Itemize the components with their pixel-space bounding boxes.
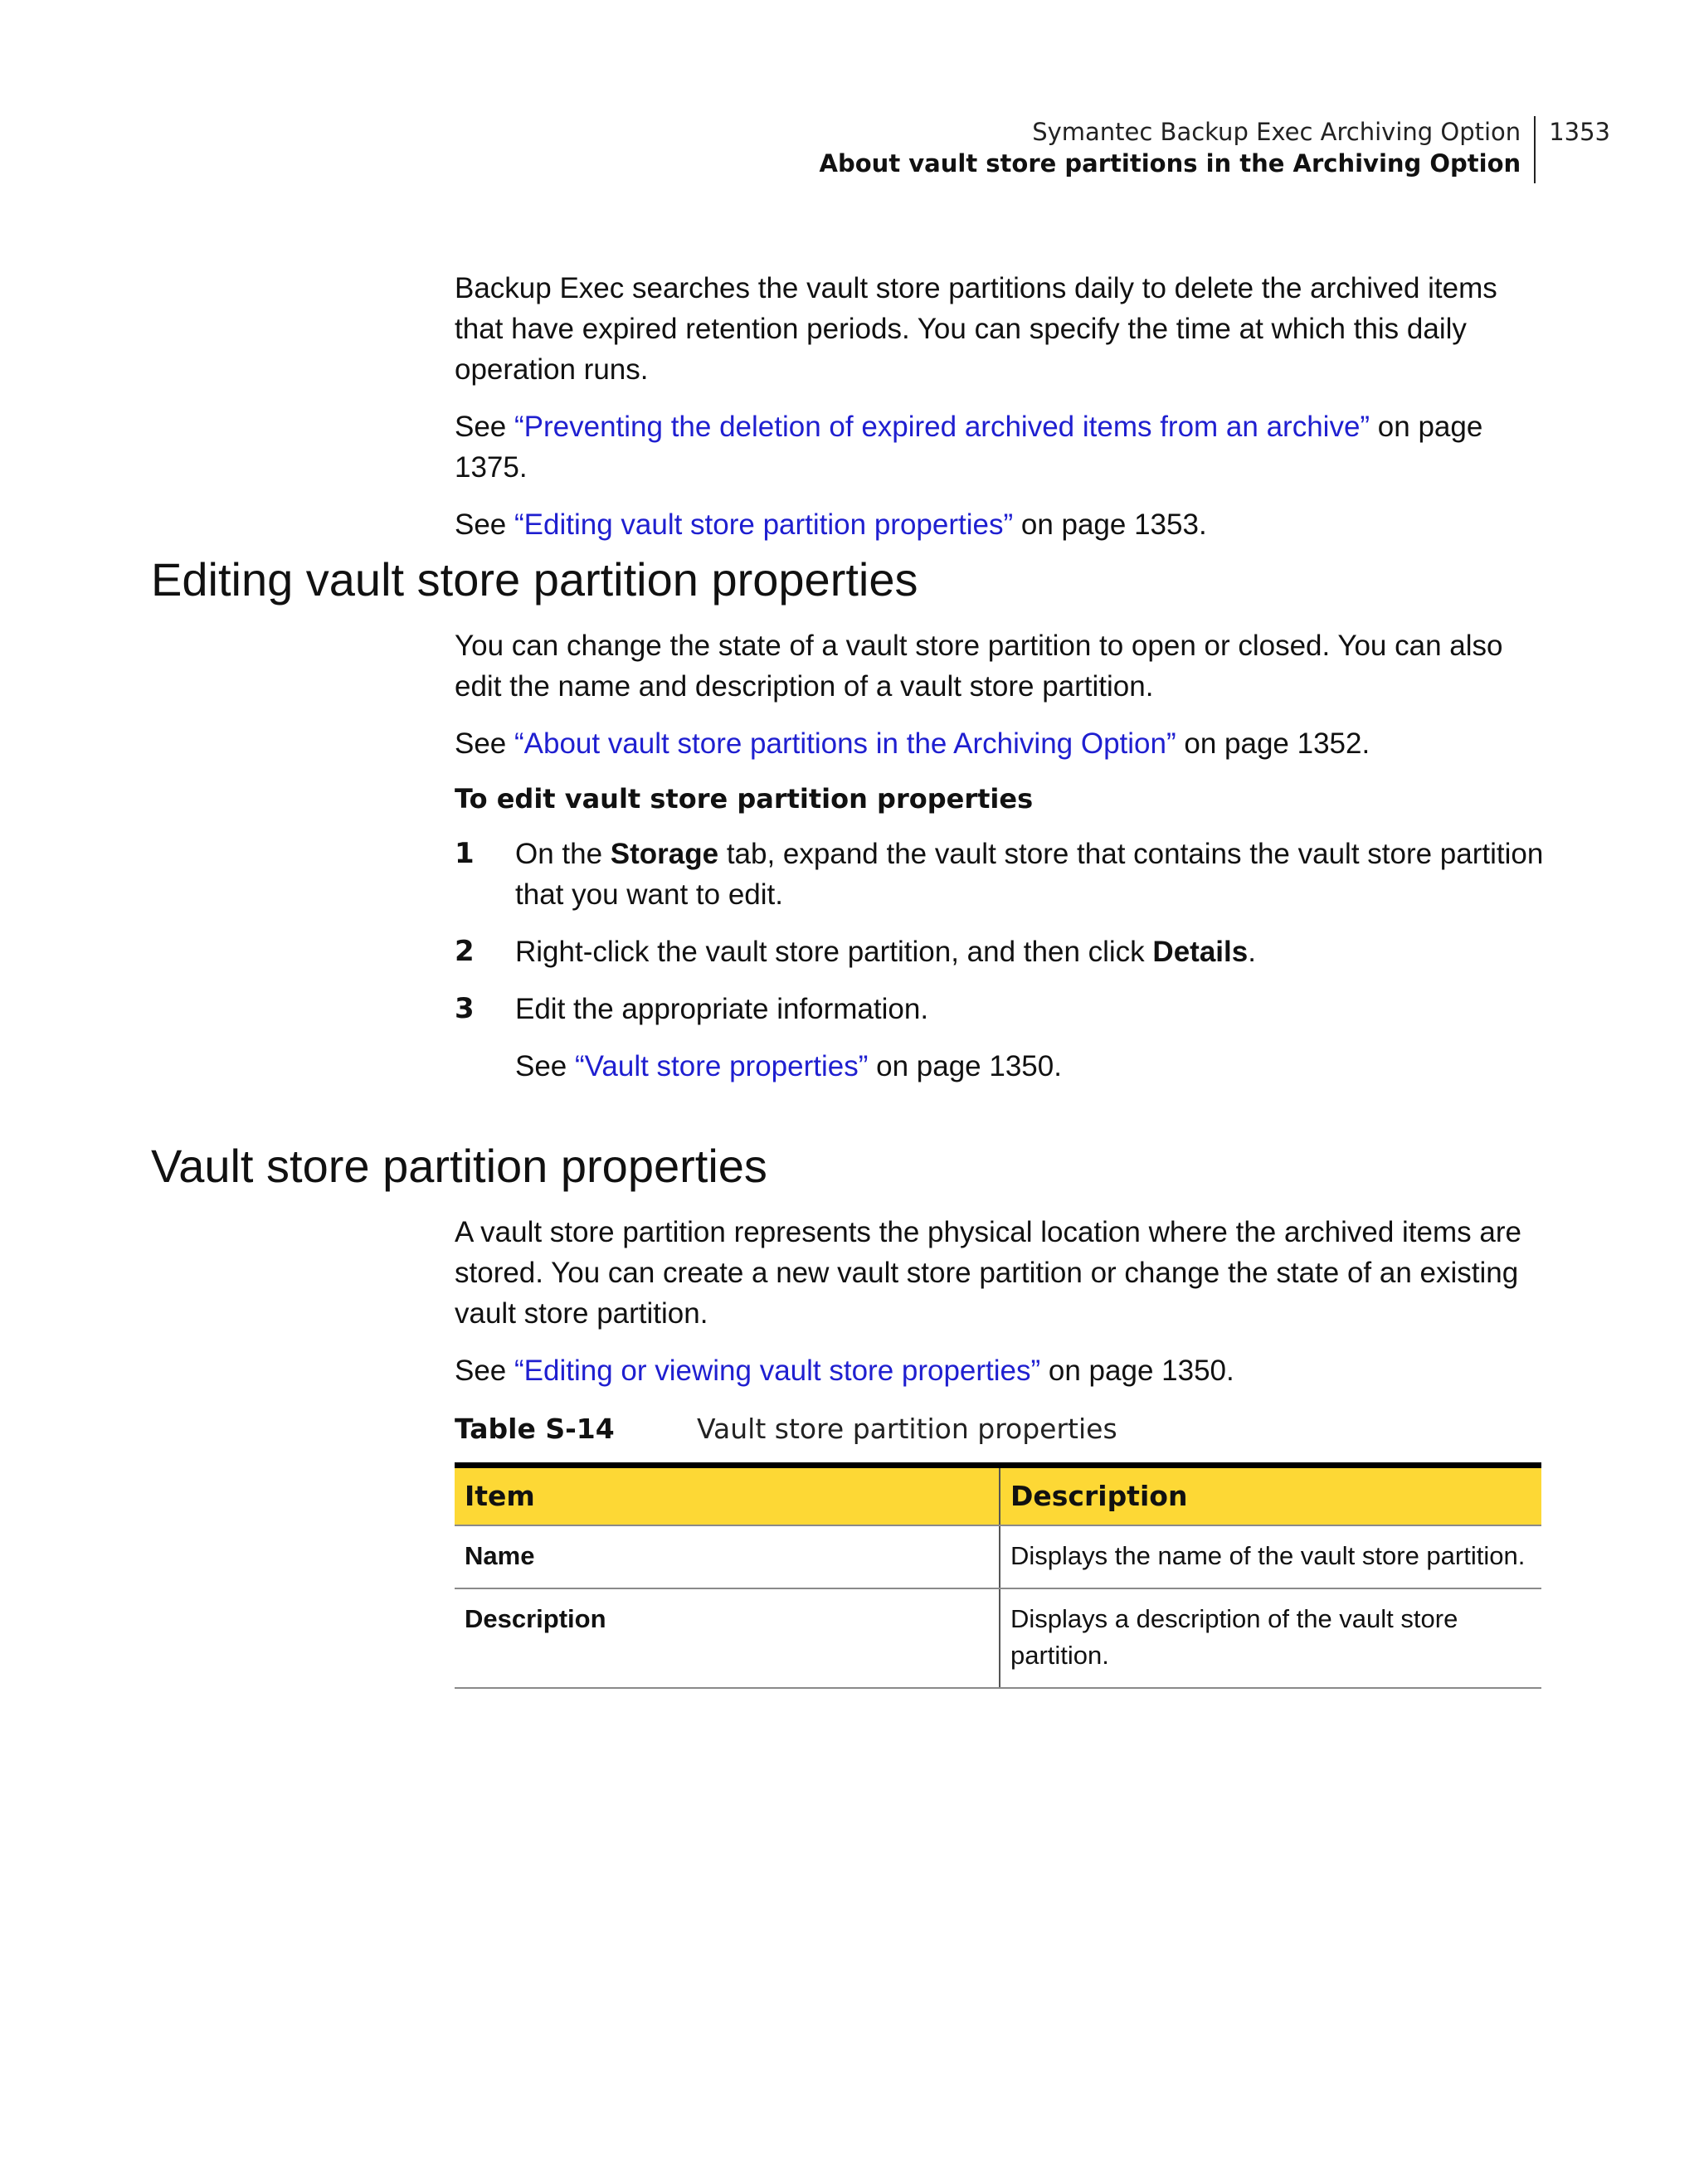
cross-reference-link[interactable]: “Editing or viewing vault store properties” [514,1355,1041,1387]
cross-reference-link[interactable]: “Vault store properties” [575,1050,869,1082]
table-caption [455,1411,1550,1447]
section-heading: Vault store partition properties [151,1140,767,1192]
see-suffix: on page 1352. [1176,727,1370,760]
cross-reference-link[interactable]: “About vault store partitions in the Archiving Option” [514,727,1176,760]
intro-block [455,268,1550,562]
see-reference [455,1350,1550,1391]
table-cell-item: Description [455,1588,1000,1688]
see-suffix: on page 1350. [1040,1355,1234,1387]
table-label: Table S-14 [455,1413,615,1445]
step-text-part: tab, expand the vault store that contains the vault store partition that you want to edit. [515,838,1544,911]
section-heading: Editing vault store partition properties [151,553,918,606]
see-prefix: See [455,727,514,760]
section-editing-block [455,625,1550,1103]
see-reference [455,406,1550,488]
step-number: 3 [455,992,475,1025]
see-prefix: See [455,1355,514,1387]
step-number: 2 [455,935,475,968]
table-cell-description: Displays a description of the vault store partition. [1000,1588,1541,1688]
cross-reference-link[interactable]: “Preventing the deletion of expired archived items from an archive” [514,411,1370,443]
step-text [515,834,1550,915]
section-paragraph: A vault store partition represents the physical location where the archived items are stored. You can create a new vault store partition or change the state of an existing vault store partition. [455,1216,1521,1330]
table-header-row [455,1466,1541,1526]
see-reference [455,1046,1550,1087]
step-text: Edit the appropriate information. [515,993,929,1025]
table-title: Vault store partition properties [697,1413,1117,1445]
ui-term: Storage [610,838,719,870]
step-number: 1 [455,837,475,870]
see-suffix: on page 1350. [868,1050,1062,1082]
section-properties-block [455,1212,1550,1689]
section-paragraph: You can change the state of a vault store partition to open or closed. You can also edit the name and description of a vault store partition. [455,630,1503,703]
table-row [455,1588,1541,1688]
running-header [820,116,1610,183]
table-row [455,1525,1541,1588]
table-cell-description: Displays the name of the vault store partition. [1000,1525,1541,1588]
step-text [515,931,1550,972]
see-suffix: on page 1375. [455,411,1483,484]
ui-term: Details [1152,936,1249,968]
table-cell-item: Name [455,1525,1000,1588]
intro-paragraph: Backup Exec searches the vault store partitions daily to delete the archived items that have expired retention periods. You can specify the time at which this daily operation runs. [455,272,1497,386]
section-title: About vault store partitions in the Archiving Option [819,149,1521,178]
procedure-step [455,931,1550,972]
column-header-description: Description [1000,1466,1541,1526]
running-header-titles [820,116,1536,183]
procedure-title: To edit vault store partition properties [455,783,1034,815]
cross-reference-link[interactable]: “Editing vault store partition properties” [514,508,1014,541]
step-text-part: Right-click the vault store partition, and then click [515,936,1153,968]
see-prefix: See [515,1050,575,1082]
column-header-item: Item [455,1466,1000,1526]
see-reference [455,723,1550,764]
page-number: 1353 [1549,118,1610,146]
step-text-part: . [1248,936,1256,968]
procedure-step [455,989,1550,1029]
see-prefix: See [455,411,514,443]
step-text-part: On the [515,838,611,870]
see-reference [455,504,1550,545]
properties-table [455,1462,1541,1689]
see-suffix: on page 1353. [1013,508,1207,541]
chapter-title: Symantec Backup Exec Archiving Option [1032,118,1521,146]
see-prefix: See [455,508,514,541]
procedure-step [455,834,1550,915]
